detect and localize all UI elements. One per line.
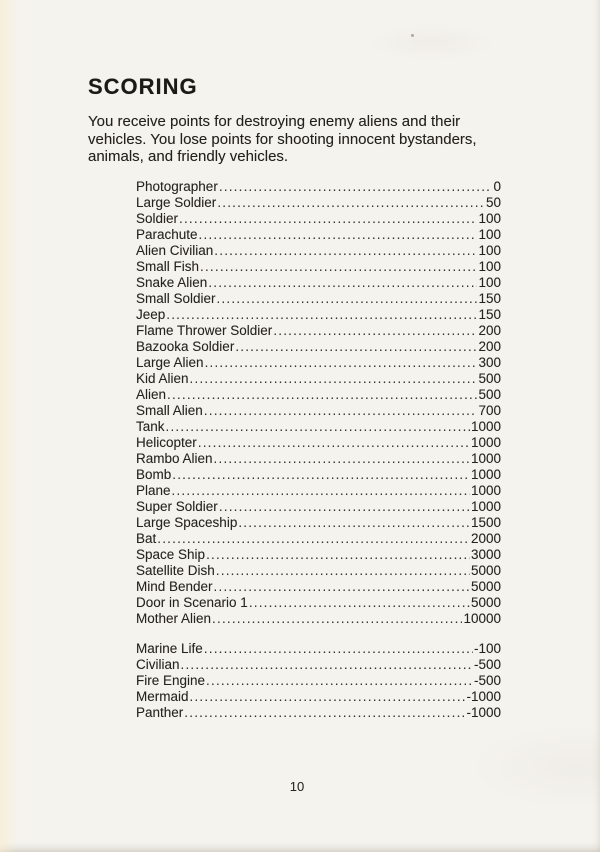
score-item-points: 5000 bbox=[470, 579, 501, 594]
score-item-name: Small Soldier bbox=[136, 291, 216, 306]
score-item-name: Door in Scenario 1 bbox=[136, 595, 248, 610]
score-item-points: 100 bbox=[478, 227, 501, 242]
score-row bbox=[136, 689, 501, 705]
score-row bbox=[136, 641, 501, 657]
score-row bbox=[136, 467, 501, 483]
score-row bbox=[136, 483, 501, 499]
score-item-points: 0 bbox=[493, 179, 501, 194]
dot-leader bbox=[208, 275, 477, 291]
score-item-points: 100 bbox=[478, 211, 501, 226]
score-item-points: 100 bbox=[478, 243, 501, 258]
score-item-name: Small Fish bbox=[136, 259, 200, 274]
score-item-name: Tank bbox=[136, 419, 165, 434]
score-list-positive bbox=[136, 179, 501, 627]
score-item-points: 5000 bbox=[470, 595, 501, 610]
dot-leader bbox=[172, 483, 470, 499]
score-item-name: Space Ship bbox=[136, 547, 206, 562]
dot-leader bbox=[166, 307, 477, 323]
score-item-name: Kid Alien bbox=[136, 371, 189, 386]
dot-leader bbox=[181, 657, 473, 673]
score-item-name: Alien bbox=[136, 387, 167, 402]
score-row bbox=[136, 211, 501, 227]
dot-leader bbox=[235, 339, 477, 355]
score-row bbox=[136, 657, 501, 673]
score-item-name: Satellite Dish bbox=[136, 563, 215, 578]
score-row bbox=[136, 227, 501, 243]
score-item-name: Panther bbox=[136, 705, 184, 720]
intro-paragraph bbox=[88, 113, 477, 166]
score-row bbox=[136, 419, 501, 435]
score-row bbox=[136, 323, 501, 339]
score-item-points: 150 bbox=[478, 291, 501, 306]
score-item-points: 3000 bbox=[470, 547, 501, 562]
dot-leader bbox=[219, 499, 470, 515]
score-item-points: 1000 bbox=[470, 451, 501, 466]
score-row bbox=[136, 371, 501, 387]
score-item-points: 2000 bbox=[470, 531, 501, 546]
score-item-points: 1000 bbox=[470, 467, 501, 482]
score-item-name: Large Soldier bbox=[136, 195, 217, 210]
dot-leader bbox=[273, 323, 477, 339]
score-item-name: Civilian bbox=[136, 657, 180, 672]
dot-leader bbox=[166, 419, 470, 435]
score-item-points: 1000 bbox=[470, 499, 501, 514]
score-item-name: Photographer bbox=[136, 179, 218, 194]
score-row bbox=[136, 387, 501, 403]
dot-leader bbox=[214, 451, 470, 467]
score-item-points: -1000 bbox=[466, 705, 501, 720]
score-row bbox=[136, 579, 501, 595]
score-row bbox=[136, 195, 501, 211]
page-title: SCORING bbox=[88, 74, 198, 99]
score-item-points: 700 bbox=[478, 403, 501, 418]
score-item-name: Super Soldier bbox=[136, 499, 218, 514]
score-item-points: 500 bbox=[478, 387, 501, 402]
score-item-points: -100 bbox=[473, 641, 501, 656]
score-item-name: Large Alien bbox=[136, 355, 204, 370]
dot-leader bbox=[179, 211, 477, 227]
score-item-name: Marine Life bbox=[136, 641, 203, 656]
score-row bbox=[136, 291, 501, 307]
score-item-points: 100 bbox=[478, 275, 501, 290]
score-item-name: Plane bbox=[136, 483, 171, 498]
score-row bbox=[136, 673, 501, 689]
score-item-name: Jeep bbox=[136, 307, 166, 322]
score-item-points: 500 bbox=[478, 371, 501, 386]
score-item-name: Large Spaceship bbox=[136, 515, 238, 530]
dot-leader bbox=[190, 371, 478, 387]
score-item-name: Helicopter bbox=[136, 435, 197, 450]
score-item-points: 50 bbox=[485, 195, 501, 210]
dot-leader bbox=[204, 641, 473, 657]
dot-leader bbox=[219, 179, 493, 195]
score-row bbox=[136, 515, 501, 531]
score-item-points: 10000 bbox=[463, 611, 501, 626]
score-item-points: -500 bbox=[473, 673, 501, 688]
score-item-points: 200 bbox=[478, 339, 501, 354]
score-item-name: Bat bbox=[136, 531, 157, 546]
score-item-points: 1500 bbox=[470, 515, 501, 530]
score-row bbox=[136, 547, 501, 563]
score-item-points: 150 bbox=[478, 307, 501, 322]
score-item-points: 1000 bbox=[470, 419, 501, 434]
dot-leader bbox=[217, 291, 478, 307]
score-row bbox=[136, 403, 501, 419]
scan-speck bbox=[411, 34, 414, 37]
score-item-points: 100 bbox=[478, 259, 501, 274]
score-item-name: Mind Bender bbox=[136, 579, 213, 594]
dot-leader bbox=[212, 611, 462, 627]
score-row bbox=[136, 307, 501, 323]
score-item-name: Alien Civilian bbox=[136, 243, 214, 258]
score-row bbox=[136, 499, 501, 515]
dot-leader bbox=[216, 563, 470, 579]
dot-leader bbox=[157, 531, 470, 547]
intro-line: animals, and friendly vehicles. bbox=[88, 148, 289, 165]
page-number: 10 bbox=[289, 779, 305, 794]
dot-leader bbox=[172, 467, 470, 483]
score-item-name: Fire Engine bbox=[136, 673, 206, 688]
dot-leader bbox=[217, 195, 485, 211]
score-item-name: Bazooka Soldier bbox=[136, 339, 235, 354]
dot-leader bbox=[184, 705, 465, 721]
score-row bbox=[136, 243, 501, 259]
score-row bbox=[136, 451, 501, 467]
score-item-points: 1000 bbox=[470, 483, 501, 498]
dot-leader bbox=[204, 403, 478, 419]
intro-line: You receive points for destroying enemy aliens and their bbox=[88, 113, 461, 130]
score-item-name: Rambo Alien bbox=[136, 451, 213, 466]
score-item-name: Bomb bbox=[136, 467, 172, 482]
dot-leader bbox=[190, 689, 466, 705]
dot-leader bbox=[205, 355, 478, 371]
score-list-negative bbox=[136, 641, 501, 721]
score-item-name: Flame Thrower Soldier bbox=[136, 323, 273, 338]
dot-leader bbox=[206, 673, 473, 689]
dot-leader bbox=[200, 259, 477, 275]
score-row bbox=[136, 355, 501, 371]
score-item-name: Small Alien bbox=[136, 403, 203, 418]
score-item-points: 300 bbox=[478, 355, 501, 370]
score-row bbox=[136, 275, 501, 291]
score-item-name: Mermaid bbox=[136, 689, 189, 704]
score-item-name: Mother Alien bbox=[136, 611, 212, 626]
score-row bbox=[136, 595, 501, 611]
dot-leader bbox=[214, 243, 477, 259]
score-item-points: 5000 bbox=[470, 563, 501, 578]
dot-leader bbox=[198, 435, 470, 451]
dot-leader bbox=[199, 227, 478, 243]
score-row bbox=[136, 563, 501, 579]
score-item-points: -1000 bbox=[466, 689, 501, 704]
score-row bbox=[136, 705, 501, 721]
score-item-points: 1000 bbox=[470, 435, 501, 450]
score-item-name: Soldier bbox=[136, 211, 179, 226]
intro-line: vehicles. You lose points for shooting innocent bystanders, bbox=[88, 130, 477, 148]
score-row bbox=[136, 611, 501, 627]
dot-leader bbox=[206, 547, 470, 563]
score-item-name: Snake Alien bbox=[136, 275, 208, 290]
score-row bbox=[136, 339, 501, 355]
score-row bbox=[136, 259, 501, 275]
score-item-points: -500 bbox=[473, 657, 501, 672]
score-item-name: Parachute bbox=[136, 227, 198, 242]
dot-leader bbox=[238, 515, 470, 531]
score-row bbox=[136, 179, 501, 195]
score-row bbox=[136, 531, 501, 547]
score-item-points: 200 bbox=[478, 323, 501, 338]
dot-leader bbox=[214, 579, 470, 595]
dot-leader bbox=[167, 387, 477, 403]
dot-leader bbox=[249, 595, 470, 611]
score-row bbox=[136, 435, 501, 451]
